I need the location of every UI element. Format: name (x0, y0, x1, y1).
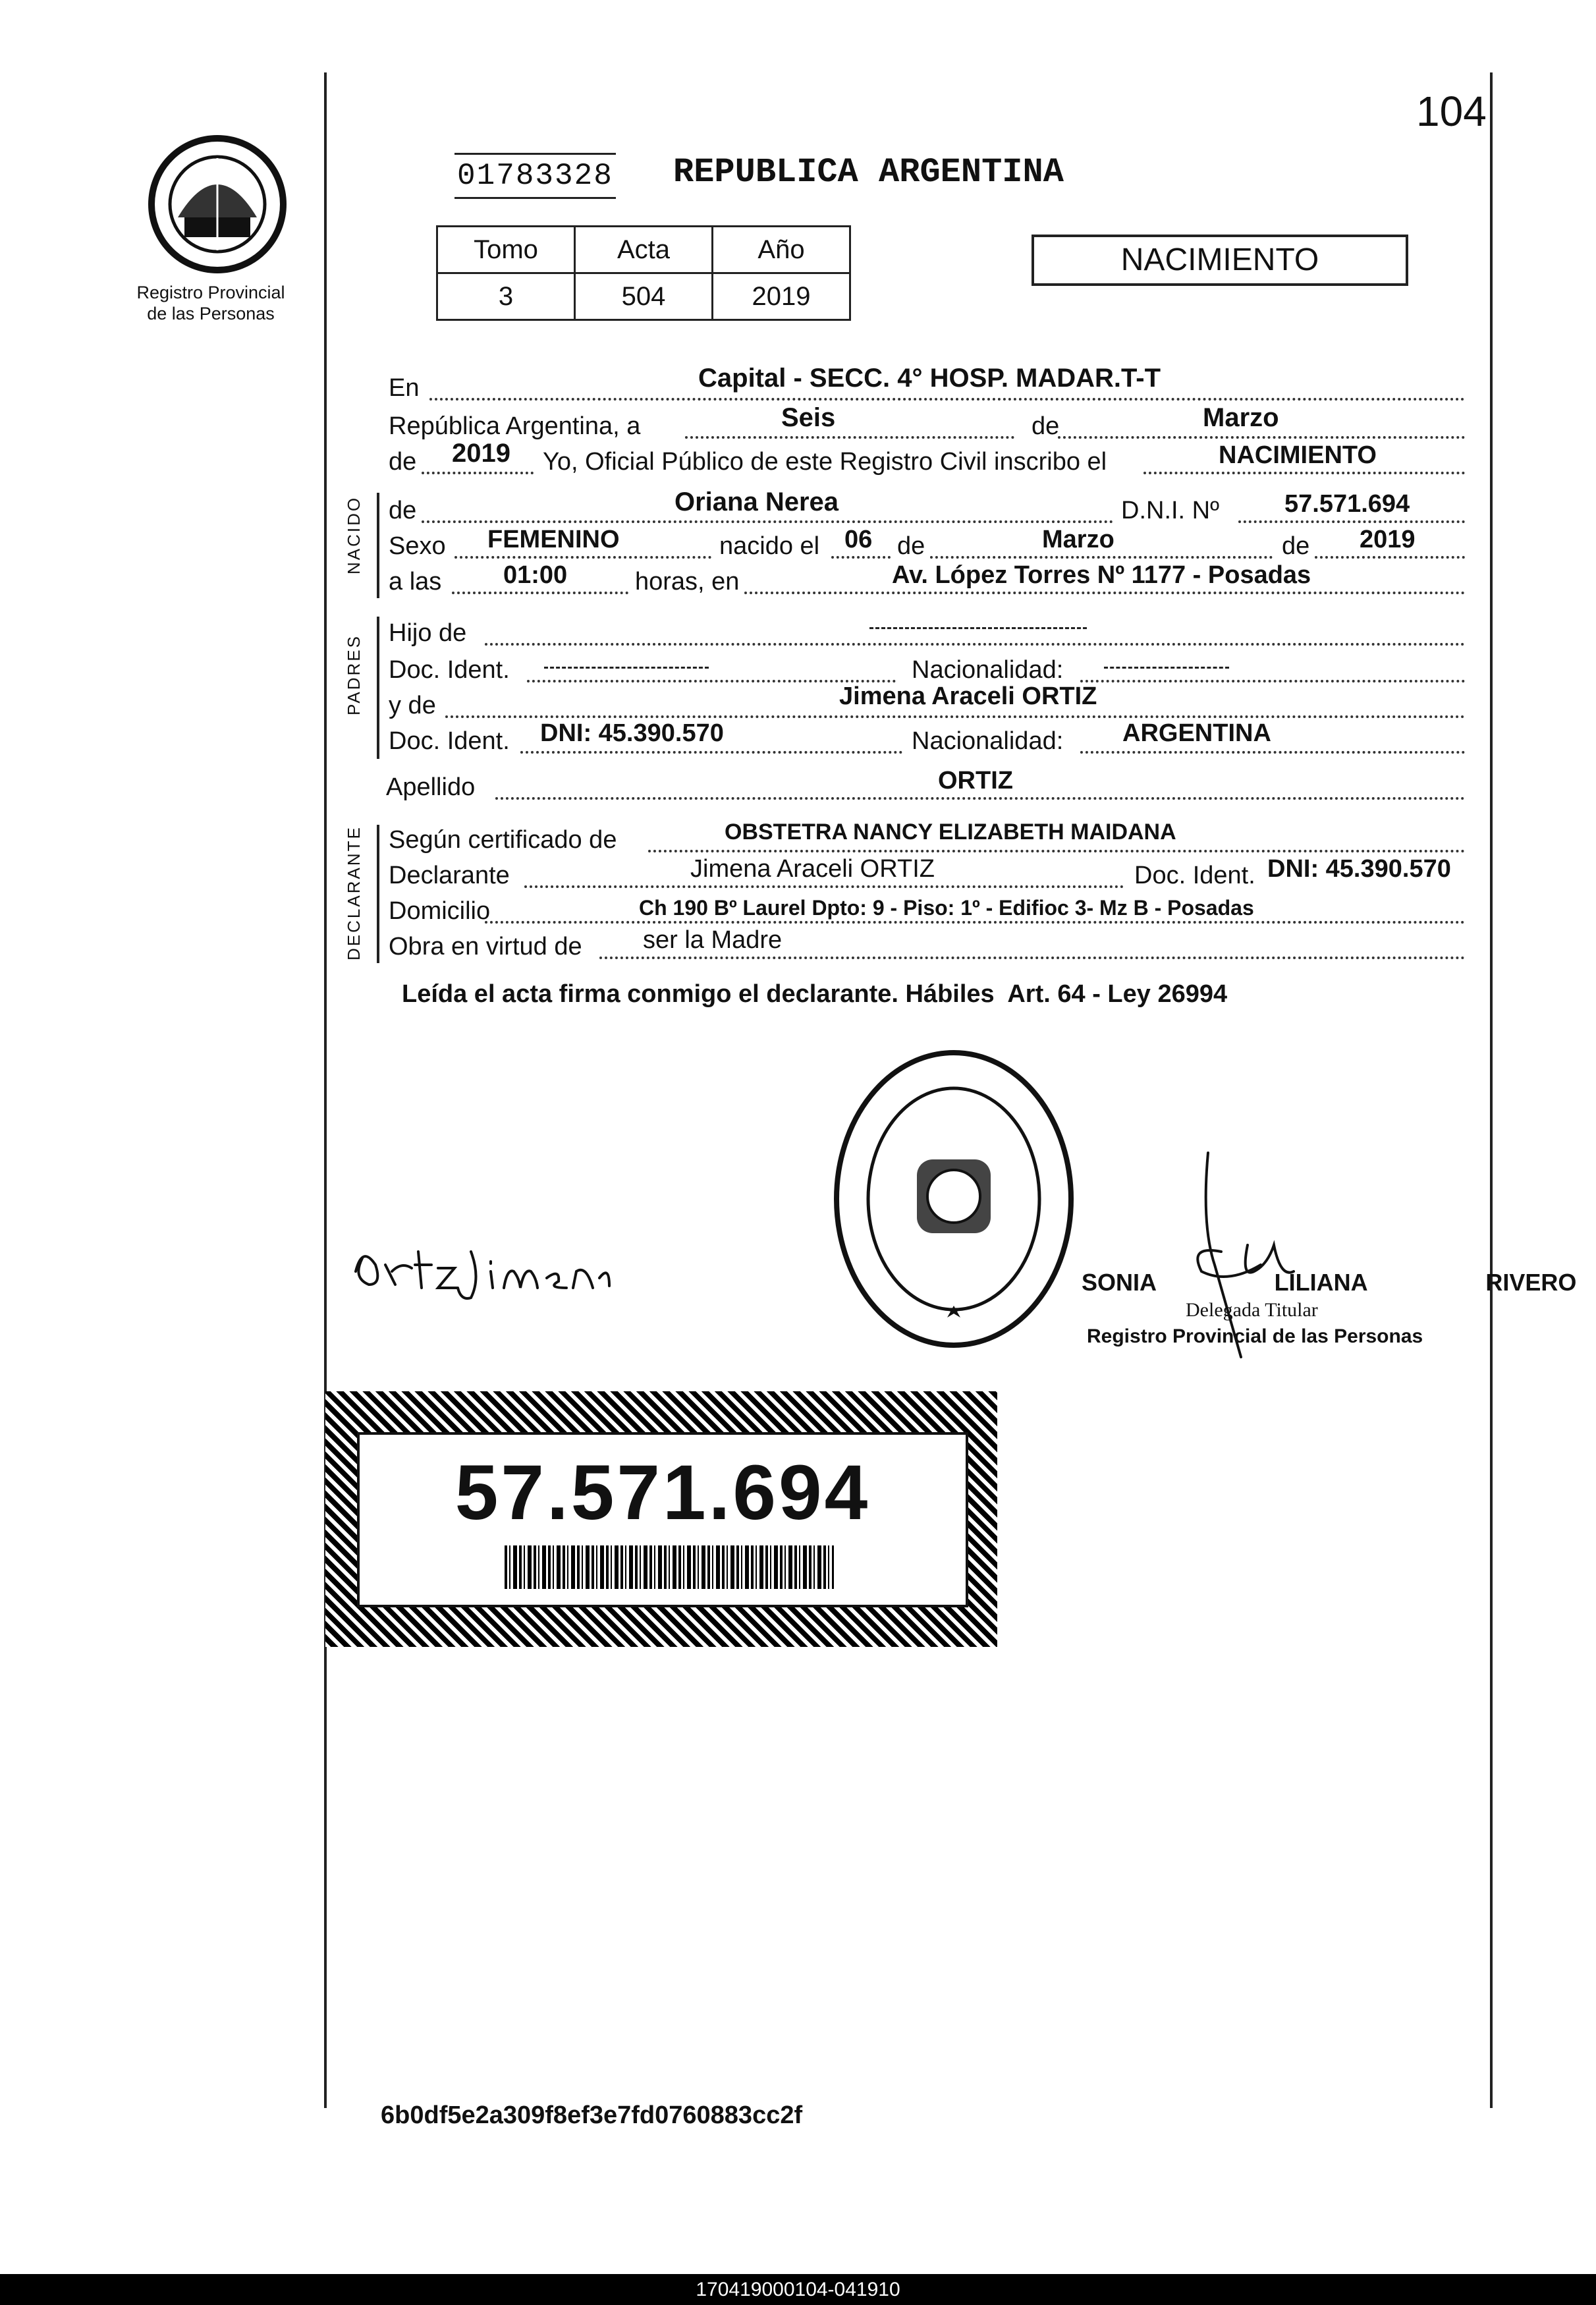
nombre-de-label: de (389, 497, 417, 524)
mes-dots (1058, 436, 1465, 439)
madre-doc-value: DNI: 45.390.570 (540, 719, 724, 747)
footer-bar (0, 2274, 1596, 2305)
padre-nac-dash (1104, 667, 1229, 669)
certificado-label: Según certificado de (389, 826, 617, 854)
hijo-de-label: Hijo de (389, 619, 467, 647)
barcode-bars (505, 1545, 834, 1589)
madre-nac-value: ARGENTINA (1122, 719, 1271, 747)
sexo-label: Sexo (389, 532, 446, 560)
padre-nac-label: Nacionalidad: (912, 656, 1064, 684)
madre-doc-label: Doc. Ident. (389, 727, 510, 755)
official-role: Delegada Titular (1186, 1299, 1318, 1321)
madre-nac-dots (1080, 751, 1465, 754)
hijo-dash (869, 627, 1087, 629)
mes-value: Marzo (1203, 403, 1279, 432)
barcode-sticker (325, 1391, 997, 1647)
madre-nac-label: Nacionalidad: (912, 727, 1064, 755)
lugar-dots (744, 592, 1465, 594)
domicilio-label: Domicilio (389, 897, 491, 925)
tipo-dots (1143, 472, 1465, 474)
horas-en-label: horas, en (635, 568, 740, 596)
official-office: Registro Provincial de las Personas (1087, 1325, 1423, 1347)
nombre-value: Oriana Nerea (674, 487, 839, 516)
seal-caption-line2: de las Personas (147, 304, 275, 323)
apellido-label: Apellido (386, 773, 476, 801)
barcode-panel (357, 1432, 968, 1607)
table-value-tomo: 3 (437, 273, 575, 320)
province-seal (145, 132, 290, 277)
certificado-value: OBSTETRA NANCY ELIZABETH MAIDANA (725, 819, 1176, 845)
serial-number: 01783328 (454, 153, 616, 199)
sexo-dots (454, 556, 711, 559)
table-value-anio: 2019 (713, 273, 850, 320)
anio-value: 2019 (452, 439, 510, 468)
apellido-dots (495, 797, 1465, 800)
nac-de-label2: de (1282, 532, 1310, 560)
table-header-anio: Año (713, 227, 850, 273)
padre-doc-label: Doc. Ident. (389, 656, 510, 684)
declarante-bracket (377, 825, 379, 963)
obra-dots (599, 957, 1465, 959)
dia-value: Seis (781, 403, 836, 432)
tipo-value: NACIMIENTO (1219, 441, 1377, 469)
hora-value: 01:00 (503, 561, 568, 589)
country-title: REPUBLICA ARGENTINA (673, 153, 1064, 192)
side-label-padres: PADRES (344, 634, 364, 715)
en-label: En (389, 374, 420, 402)
lugar-value: Av. López Torres Nº 1177 - Posadas (892, 561, 1311, 589)
madre-value: Jimena Araceli ORTIZ (839, 682, 1097, 710)
domicilio-value: Ch 190 Bº Laurel Dpto: 9 - Piso: 1º - Edifioc 3- Mz B - Posadas (639, 896, 1254, 920)
en-dots (429, 398, 1465, 401)
nac-dia-value: 06 (844, 526, 873, 553)
decl-doc-value: DNI: 45.390.570 (1267, 855, 1451, 883)
right-margin-line (1490, 72, 1493, 2108)
hijo-dots (485, 643, 1465, 646)
apellido-value: ORTIZ (938, 767, 1013, 794)
en-value: Capital - SECC. 4° HOSP. MADAR.T-T (698, 364, 1161, 393)
certificado-dots (648, 850, 1465, 852)
decl-doc-label: Doc. Ident. (1134, 862, 1255, 889)
left-margin-line (324, 72, 327, 2108)
nacido-el-label: nacido el (719, 532, 820, 560)
oficial-text: Yo, Oficial Público de este Registro Civil inscribo el (543, 448, 1107, 476)
dni-value: 57.571.694 (1284, 490, 1410, 518)
side-label-declarante: DECLARANTE (344, 825, 364, 960)
record-table (436, 225, 851, 321)
table-header-acta: Acta (575, 227, 713, 273)
side-label-nacido: NACIDO (344, 495, 364, 574)
closing-text: Leída el acta firma conmigo el declarante. Hábiles Art. 64 - Ley 26994 (402, 980, 1228, 1008)
nombre-dots (422, 520, 1113, 523)
official-stamp (831, 1047, 1076, 1350)
sexo-value: FEMENINO (487, 526, 620, 553)
record-type-box: NACIMIENTO (1032, 235, 1408, 286)
de-anio-label: de (389, 448, 417, 476)
anio-dots (422, 472, 534, 474)
seal-caption-line1: Registro Provincial (136, 283, 285, 302)
madre-doc-dots (520, 751, 902, 754)
seal-caption (112, 282, 310, 324)
official-name: SONIA LILIANA RIVERO (1082, 1269, 1577, 1296)
table-header-tomo: Tomo (437, 227, 575, 273)
a-las-label: a las (389, 568, 442, 596)
nac-dia-dots (831, 556, 891, 559)
dni-label: D.N.I. Nº (1121, 497, 1219, 524)
nac-de-label: de (897, 532, 925, 560)
barcode-number: 57.571.694 (454, 1449, 871, 1536)
obra-label: Obra en virtud de (389, 933, 582, 960)
de-mes-label: de (1032, 412, 1060, 440)
hora-dots (452, 592, 628, 594)
dni-dots (1238, 520, 1465, 523)
nacido-bracket (377, 493, 379, 598)
dia-dots (685, 436, 1014, 439)
domicilio-dots (485, 921, 1465, 924)
nac-anio-dots (1315, 556, 1465, 559)
declarante-value: Jimena Araceli ORTIZ (690, 855, 935, 883)
y-de-label: y de (389, 692, 436, 719)
footer-code: 170419000104-041910 (696, 2279, 900, 2300)
declarante-dots (524, 885, 1124, 888)
padres-bracket (377, 617, 379, 759)
document-hash: 6b0df5e2a309f8ef3e7fd0760883cc2f (381, 2101, 803, 2129)
padre-nac-dots (1080, 680, 1465, 682)
obra-value: ser la Madre (643, 926, 783, 954)
nac-mes-value: Marzo (1042, 526, 1114, 553)
applicant-signature (349, 1225, 613, 1304)
page-number: 104 (1416, 88, 1487, 135)
declarante-label: Declarante (389, 862, 510, 889)
padre-doc-dash (544, 667, 709, 669)
madre-dots (445, 715, 1465, 718)
nac-mes-dots (930, 556, 1273, 559)
nac-anio-value: 2019 (1360, 526, 1416, 553)
table-value-acta: 504 (575, 273, 713, 320)
republica-label: República Argentina, a (389, 412, 641, 440)
